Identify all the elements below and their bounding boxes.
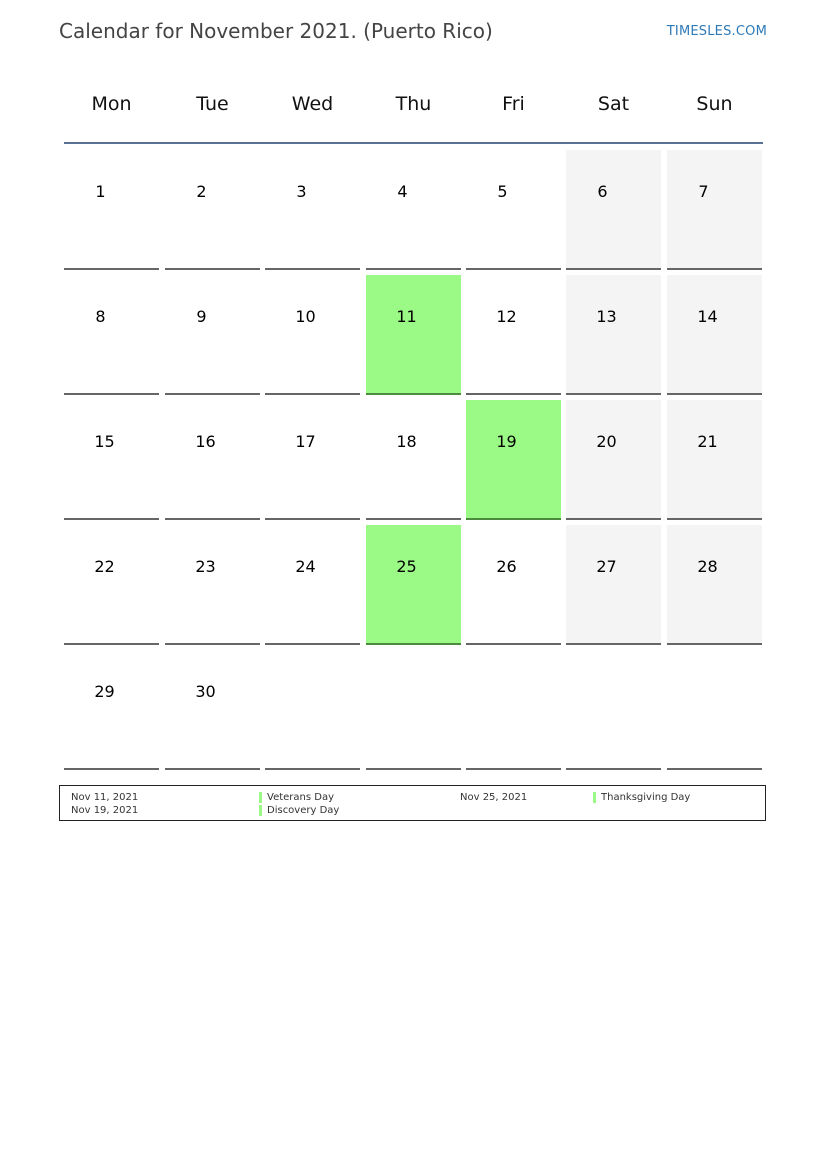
day-number: 18 [396, 432, 417, 451]
day-cell [265, 650, 360, 770]
day-cell [64, 525, 159, 645]
legend-color-swatch [259, 792, 262, 803]
day-number: 9 [196, 307, 207, 326]
day-cell [265, 525, 360, 645]
day-cell [265, 400, 360, 520]
legend-color-swatch [593, 792, 596, 803]
day-number: 14 [697, 307, 718, 326]
day-cell [566, 525, 661, 645]
day-number: 26 [496, 557, 517, 576]
day-number: 28 [697, 557, 718, 576]
legend-date: Nov 25, 2021 [460, 792, 528, 803]
day-cell [64, 650, 159, 770]
day-cell [466, 400, 561, 520]
day-cell [366, 650, 461, 770]
day-number: 17 [295, 432, 316, 451]
day-cell [466, 650, 561, 770]
day-cell [366, 400, 461, 520]
day-number: 4 [397, 182, 408, 201]
day-cell [566, 650, 661, 770]
weekday-tue: Tue [196, 93, 229, 115]
day-cell [466, 275, 561, 395]
day-cell [667, 275, 762, 395]
day-number: 10 [295, 307, 316, 326]
day-number: 20 [596, 432, 617, 451]
legend-holiday-name: Thanksgiving Day [601, 792, 691, 803]
day-number: 8 [95, 307, 106, 326]
holiday-legend [59, 785, 766, 821]
day-cell [466, 150, 561, 270]
day-cell [165, 400, 260, 520]
day-cell [366, 525, 461, 645]
day-number: 30 [195, 682, 216, 701]
day-number: 24 [295, 557, 316, 576]
legend-color-swatch [259, 805, 262, 816]
weeks-container [64, 144, 763, 769]
day-number: 1 [95, 182, 106, 201]
day-cell [165, 650, 260, 770]
day-cell [64, 150, 159, 270]
day-cell [64, 275, 159, 395]
page-title: Calendar for November 2021. (Puerto Rico) [59, 19, 493, 43]
day-number: 21 [697, 432, 718, 451]
day-number: 27 [596, 557, 617, 576]
day-number: 29 [94, 682, 115, 701]
day-cell [265, 150, 360, 270]
calendar-grid [64, 80, 763, 769]
weekday-sun: Sun [696, 93, 733, 115]
day-number: 5 [497, 182, 508, 201]
day-number: 13 [596, 307, 617, 326]
weekday-mon: Mon [91, 93, 132, 115]
legend-date: Nov 11, 2021 [71, 792, 139, 803]
day-cell [566, 400, 661, 520]
day-cell [566, 150, 661, 270]
day-number: 6 [597, 182, 608, 201]
day-number: 25 [396, 557, 417, 576]
site-link[interactable]: TIMESLES.COM [666, 24, 767, 39]
day-cell [667, 150, 762, 270]
day-cell [366, 275, 461, 395]
day-number: 23 [195, 557, 216, 576]
day-cell [165, 525, 260, 645]
legend-holiday-name: Veterans Day [267, 792, 335, 803]
weekday-sat: Sat [597, 93, 630, 115]
day-cell [667, 400, 762, 520]
day-cell [265, 275, 360, 395]
day-cell [667, 525, 762, 645]
day-number: 2 [196, 182, 207, 201]
day-cell [667, 650, 762, 770]
day-cell [466, 525, 561, 645]
day-number: 3 [296, 182, 307, 201]
day-cell [165, 275, 260, 395]
weekday-thu: Thu [395, 93, 432, 115]
day-number: 7 [698, 182, 709, 201]
day-number: 16 [195, 432, 216, 451]
weekday-wed: Wed [291, 93, 334, 115]
legend-holiday-name: Discovery Day [267, 805, 340, 816]
day-cell [566, 275, 661, 395]
day-number: 22 [94, 557, 115, 576]
day-number: 19 [496, 432, 517, 451]
day-cell [64, 400, 159, 520]
day-cell [366, 150, 461, 270]
day-number: 12 [496, 307, 517, 326]
day-number: 11 [396, 307, 417, 326]
weekday-header-row [64, 80, 763, 144]
day-number: 15 [94, 432, 115, 451]
weekday-fri: Fri [502, 93, 525, 115]
legend-date: Nov 19, 2021 [71, 805, 139, 816]
day-cell [165, 150, 260, 270]
